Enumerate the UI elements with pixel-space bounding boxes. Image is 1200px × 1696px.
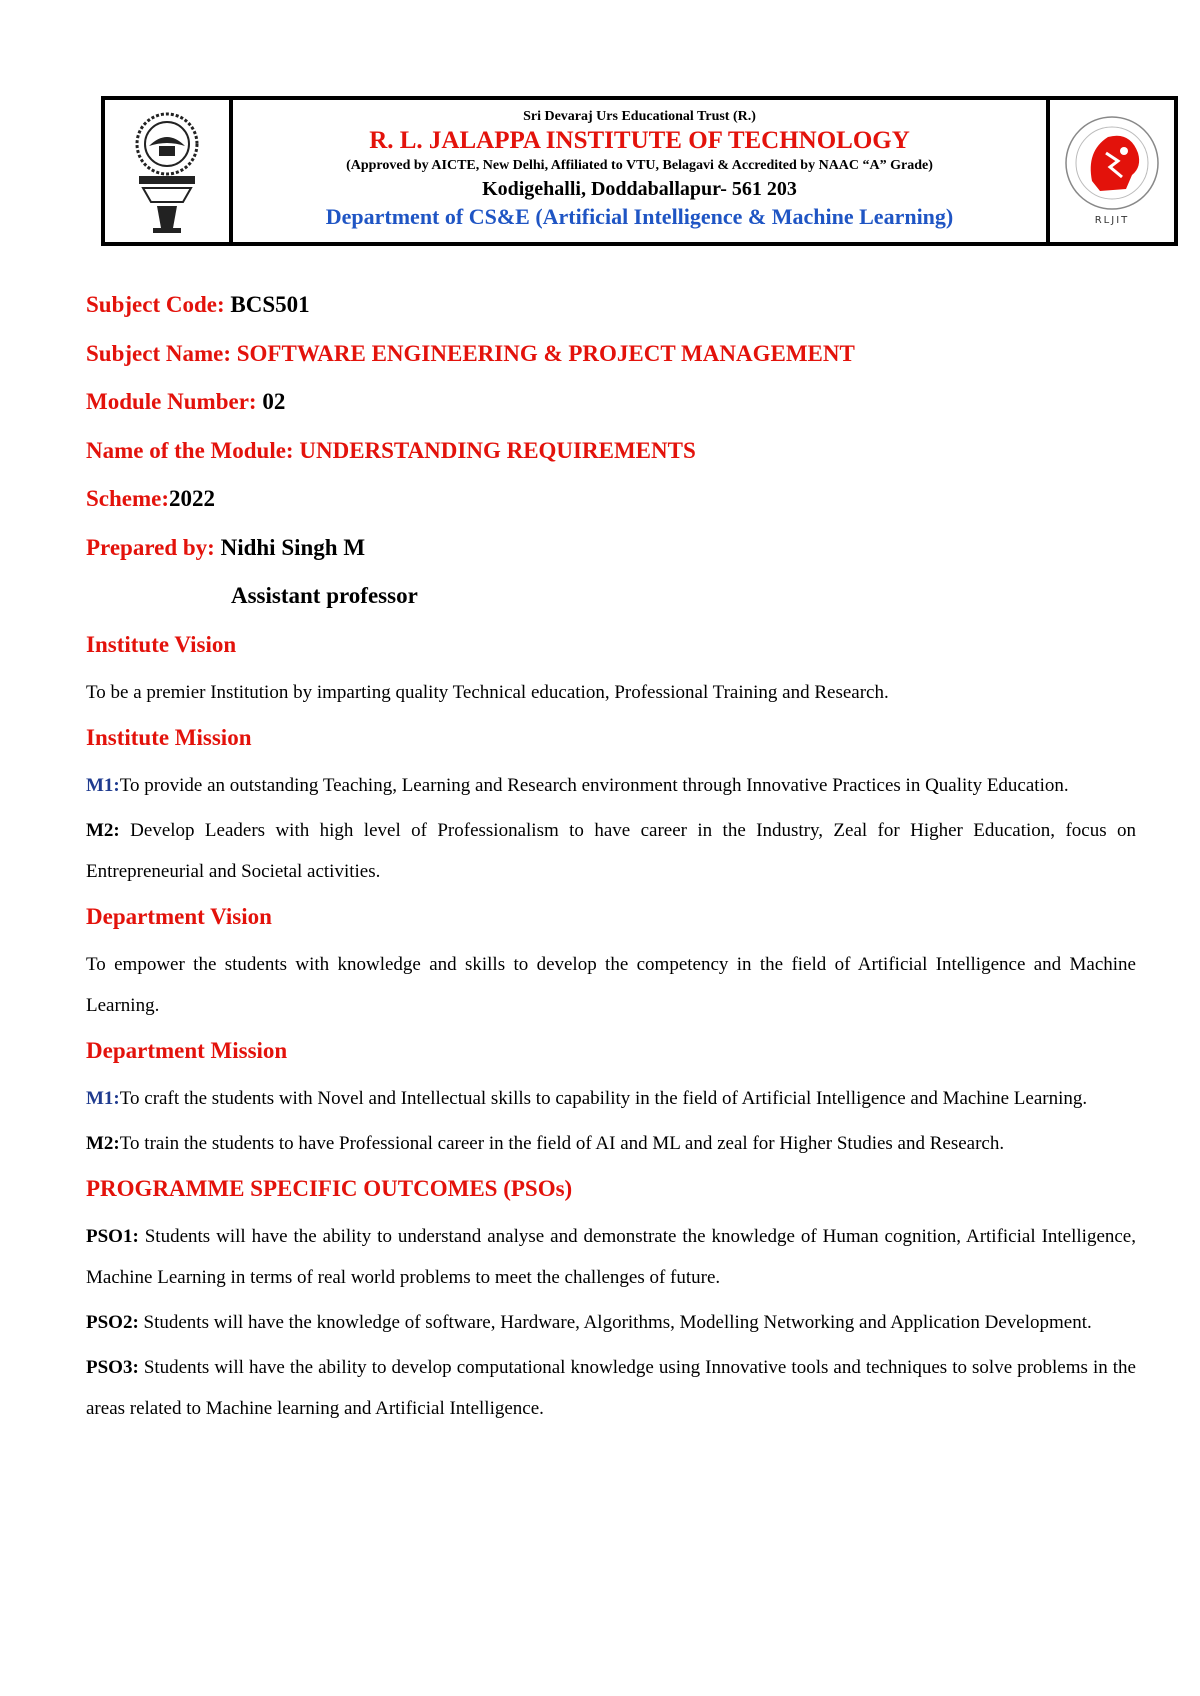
- approval-line: (Approved by AICTE, New Delhi, Affiliated to VTU, Belagavi & Accredited by NAAC “A” Grade): [346, 158, 933, 173]
- subject-name-line: Subject Name: SOFTWARE ENGINEERING & PROJECT MANAGEMENT: [86, 340, 855, 366]
- prepared-by-line: Prepared by: Nidhi Singh M: [86, 534, 366, 560]
- header-text: [233, 100, 1046, 242]
- module-name-line: Name of the Module: UNDERSTANDING REQUIREMENTS: [86, 437, 696, 463]
- letterhead: [101, 96, 1178, 246]
- designation-line: Assistant professor: [231, 583, 418, 608]
- department-mission-heading: Department Mission: [86, 1037, 288, 1063]
- subject-code-line: Subject Code: BCS501: [86, 292, 310, 317]
- pso-heading: PROGRAMME SPECIFIC OUTCOMES (PSOs): [86, 1175, 573, 1201]
- pso1-text: PSO1: Students will have the ability to understand analyse and demonstrate the knowledge of Human cognition, Artificial Intelligence, Machine Learning in terms of real world problems to meet the challenges of future.: [86, 1225, 1136, 1288]
- department-vision-text: To empower the students with knowledge and skills to develop the competency in the field of Artificial Intelligence and Machine Learning.: [86, 953, 1136, 1016]
- pso3-text: PSO3: Students will have the ability to develop computational knowledge using Innovative tools and techniques to solve problems in the areas related to Machine learning and Artificial Intelligence.: [86, 1356, 1136, 1419]
- institute-name: R. L. JALAPPA INSTITUTE OF TECHNOLOGY: [369, 127, 910, 154]
- institute-vision-text: To be a premier Institution by imparting quality Technical education, Professional Training and Research.: [86, 681, 889, 703]
- institute-mission-heading: Institute Mission: [86, 724, 252, 750]
- rljit-logo-text: RLJIT: [1094, 215, 1130, 226]
- department-mission-m2: M2:To train the students to have Professional career in the field of AI and ML and zeal for Higher Studies and Research.: [86, 1132, 1005, 1154]
- department-mission-m1: M1:To craft the students with Novel and Intellectual skills to capability in the field of Artificial Intelligence and Machine Learning.: [86, 1087, 1088, 1109]
- institute-vision-heading: Institute Vision: [86, 631, 237, 657]
- trust-emblem-icon: [117, 106, 217, 236]
- trust-name: Sri Devaraj Urs Educational Trust (R.): [523, 109, 756, 124]
- left-logo-cell: [105, 100, 233, 242]
- address-line: Kodigehalli, Doddaballapur- 561 203: [482, 178, 797, 200]
- department-name: Department of CS&E (Artificial Intelligence & Machine Learning): [325, 204, 954, 229]
- department-logo-icon: [1056, 111, 1168, 231]
- department-vision-heading: Department Vision: [86, 903, 272, 929]
- institute-mission-m1: M1:To provide an outstanding Teaching, Learning and Research environment through Innovative Practices in Quality Education.: [86, 774, 1069, 796]
- module-number-line: Module Number: 02: [86, 389, 286, 414]
- pso2-text: PSO2: Students will have the knowledge of software, Hardware, Algorithms, Modelling Networking and Application Development.: [86, 1311, 1092, 1333]
- scheme-line: Scheme:2022: [86, 486, 216, 511]
- institute-mission-m2: M2: Develop Leaders with high level of Professionalism to have career in the Industry, Zeal for Higher Education, focus on Entrepreneurial and Societal activities.: [86, 819, 1136, 882]
- right-logo-cell: [1046, 100, 1174, 242]
- document-body: [86, 290, 1136, 1433]
